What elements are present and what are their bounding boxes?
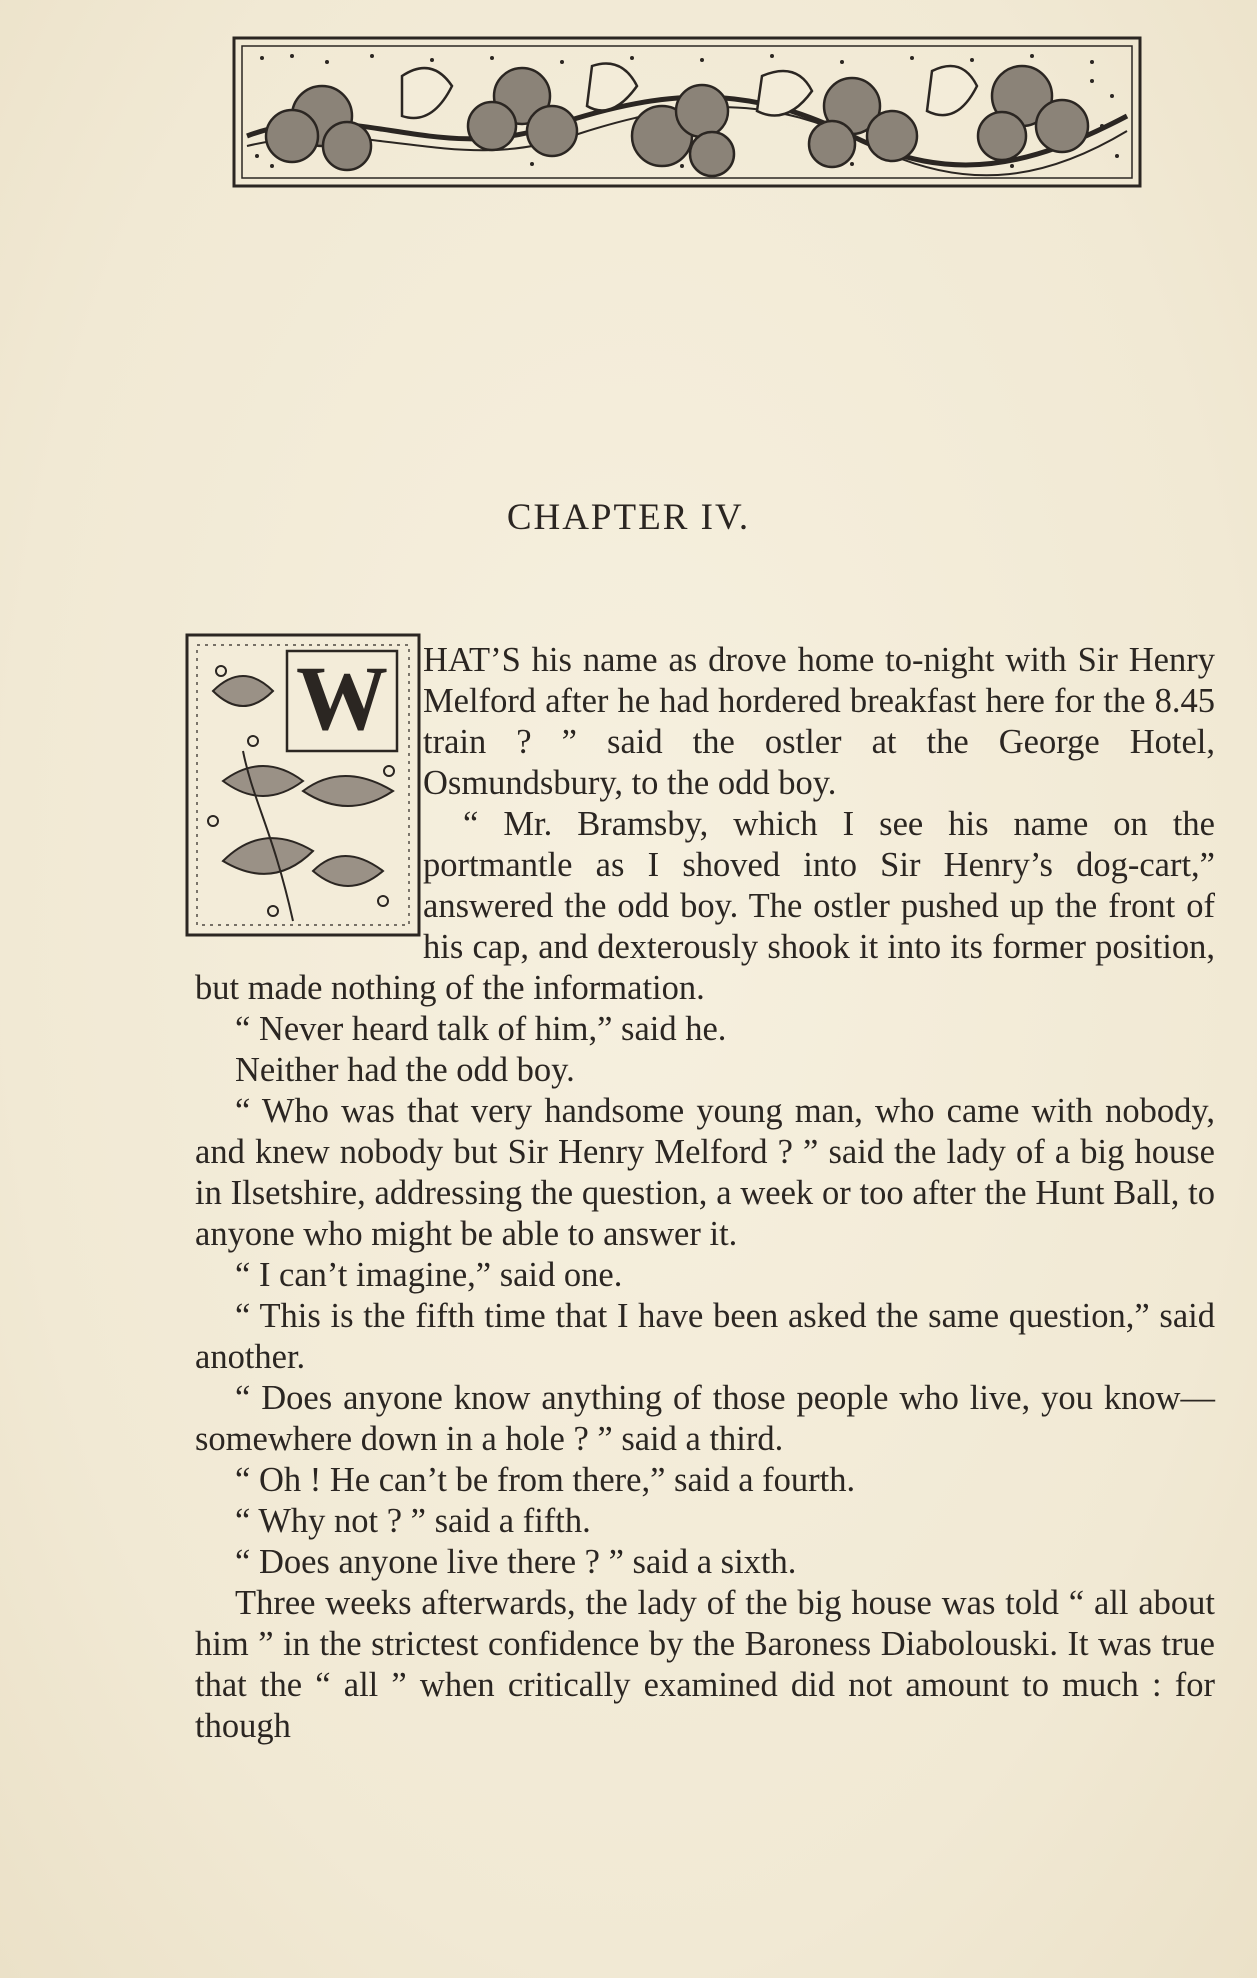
chapter-body — [195, 640, 1215, 1747]
paragraph: “ I can’t imagine,” said one. — [235, 1256, 623, 1294]
chapter-title: CHAPTER IV. — [506, 497, 751, 538]
svg-text:W: W — [296, 647, 388, 749]
paragraph: “ Who was that very handsome young man, who came with nobody, and knew nobody but Sir Henry Melford ? ” said the lady of a big house in Ilsetshire, addressing the question, a week or too after the Hunt Ball, to anyone who might be able to answer it. — [195, 1092, 1215, 1253]
paragraph: “ Does anyone live there ? ” said a sixth. — [235, 1543, 797, 1581]
initial-spacer — [195, 642, 423, 929]
paragraph: “ Never heard talk of him,” said he. — [235, 1010, 727, 1048]
clover-headpiece-ornament — [232, 36, 1142, 188]
paragraph: “ Does anyone know anything of those people who live, you know—somewhere down in a hole ? ” said a third. — [195, 1379, 1215, 1458]
paragraph: “ Oh ! He can’t be from there,” said a fourth. — [235, 1461, 856, 1499]
paragraph: “ This is the fifth time that I have been asked the same question,” said another. — [195, 1297, 1215, 1376]
paragraph: Three weeks afterwards, the lady of the big house was told “ all about him ” in the strictest confidence by the Baroness Diabolouski. It was true that the “ all ” when critically examined did not amount to much : for though — [195, 1584, 1215, 1745]
paragraph: “ Why not ? ” said a fifth. — [235, 1502, 591, 1540]
paragraph: Neither had the odd boy. — [235, 1051, 575, 1089]
paragraph: HAT’S his name as drove home to-night with Sir Henry Melford after he had hordered breakfast here for the 8.45 train ? ” said the ostler at the George Hotel, Osmundsbury, to the odd boy. — [423, 641, 1215, 802]
paragraph: “ Mr. Bramsby, which I see his name on the portmantle as I shoved into Sir Henry’s dog-cart,” answered the odd boy. The ostler pushed up the front of his cap, and dexterously shook it into its former position, but made nothing of the information. — [195, 805, 1215, 1007]
